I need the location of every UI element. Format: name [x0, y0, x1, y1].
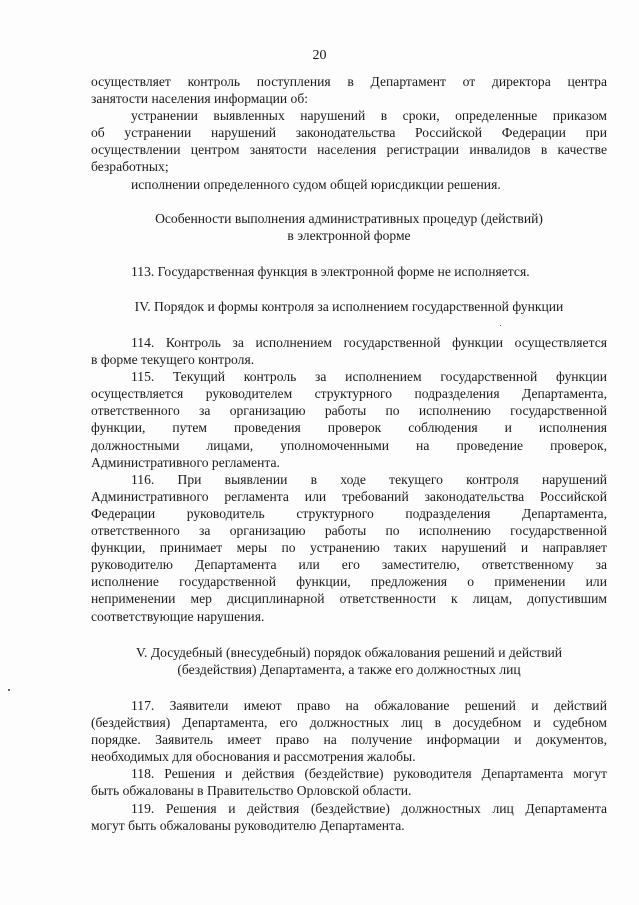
heading-line: Особенности выполнения административных процедур (действий) — [155, 211, 543, 226]
heading-line: (бездействия) Департамента, а также его должностных лиц — [177, 662, 521, 678]
text-line: 115. Текущий контроль за исполнением государственной функции — [131, 369, 607, 385]
text-line: занятости населения информации об: — [91, 91, 309, 107]
section-heading-iv — [91, 298, 607, 315]
text-line: 118. Решения и действия (бездействие) руководителя Департамента могут — [131, 766, 607, 782]
text-line: осуществляется руководителем структурного подразделения Департамента, — [91, 386, 607, 402]
text-line: 113. Государственная функция в электронной форме не исполняется. — [131, 264, 530, 279]
text-line: 114. Контроль за исполнением государственной функции осуществляется — [131, 335, 607, 350]
text-line: функции, путем проведения проверок соблюдения и исполнения — [91, 420, 607, 436]
scan-speck — [500, 325, 501, 326]
text-line: должностными лицами, уполномоченными на проведение проверок, — [91, 437, 607, 453]
paragraph-block-2 — [91, 334, 607, 625]
text-line: 116. При выявлении в ходе текущего контроля нарушений — [131, 471, 607, 487]
text-line: соответствующие нарушения. — [91, 608, 265, 624]
heading-line: IV. Порядок и формы контроля за исполнением государственной функции — [134, 299, 564, 314]
text-line: Административного регламента или требований законодательства Российской — [91, 488, 607, 504]
text-line: безработных; — [91, 159, 169, 175]
section-heading-v — [91, 644, 607, 678]
text-line: неприменении мер дисциплинарной ответственности к лицам, допустившим — [91, 591, 607, 607]
text-line: об устранении нарушений законодательства Российской Федерации при — [91, 125, 607, 141]
text-line: 117. Заявители имеют право на обжалование решений и действий — [131, 698, 607, 713]
section-heading-electronic — [91, 210, 607, 244]
text-line: могут быть обжалованы руководителю Департамента. — [91, 817, 405, 833]
heading-line: в электронной форме — [287, 228, 411, 244]
heading-line: V. Досудебный (внесудебный) порядок обжалования решений и действий — [135, 645, 563, 660]
paragraph-113 — [91, 263, 607, 280]
text-line: быть обжалованы в Правительство Орловской области. — [91, 783, 412, 799]
text-line: Федерации руководитель структурного подразделения Департамента, — [91, 505, 607, 521]
text-line: ответственного за организацию работы по исполнению государственной — [91, 523, 607, 539]
text-line: осуществляет контроль поступления в Департамент от директора центра — [91, 74, 607, 89]
paragraph-block-3 — [91, 697, 607, 834]
text-line: Административного регламента. — [91, 454, 280, 470]
text-line: необходимых для обоснования и рассмотрения жалобы. — [91, 749, 416, 765]
text-line: руководителю Департамента или его заместителю, ответственному за — [91, 557, 607, 573]
text-line: в форме текущего контроля. — [91, 352, 255, 368]
text-line: осуществлении центром занятости населения регистрации инвалидов в качестве — [91, 142, 607, 158]
text-line: (бездействия) Департамента, его должностных лиц в досудебном и судебном — [91, 715, 607, 731]
scan-speck — [8, 689, 10, 691]
text-line: исполнение государственной функции, предложения о применении или — [91, 574, 607, 590]
text-line: исполнении определенного судом общей юрисдикции решения. — [131, 176, 501, 192]
text-line: функции, принимает меры по устранению таких нарушений и направляет — [91, 540, 607, 556]
text-line: ответственного за организацию работы по исполнению государственной — [91, 403, 607, 419]
page-number: 20 — [312, 48, 327, 63]
text-line: 119. Решения и действия (бездействие) должностных лиц Департамента — [131, 800, 607, 816]
text-line: порядке. Заявитель имеет право на получение информации и документов, — [91, 732, 607, 748]
paragraph-block-1 — [91, 73, 607, 193]
text-line: устранении выявленных нарушений в сроки, определенные приказом — [131, 108, 607, 124]
